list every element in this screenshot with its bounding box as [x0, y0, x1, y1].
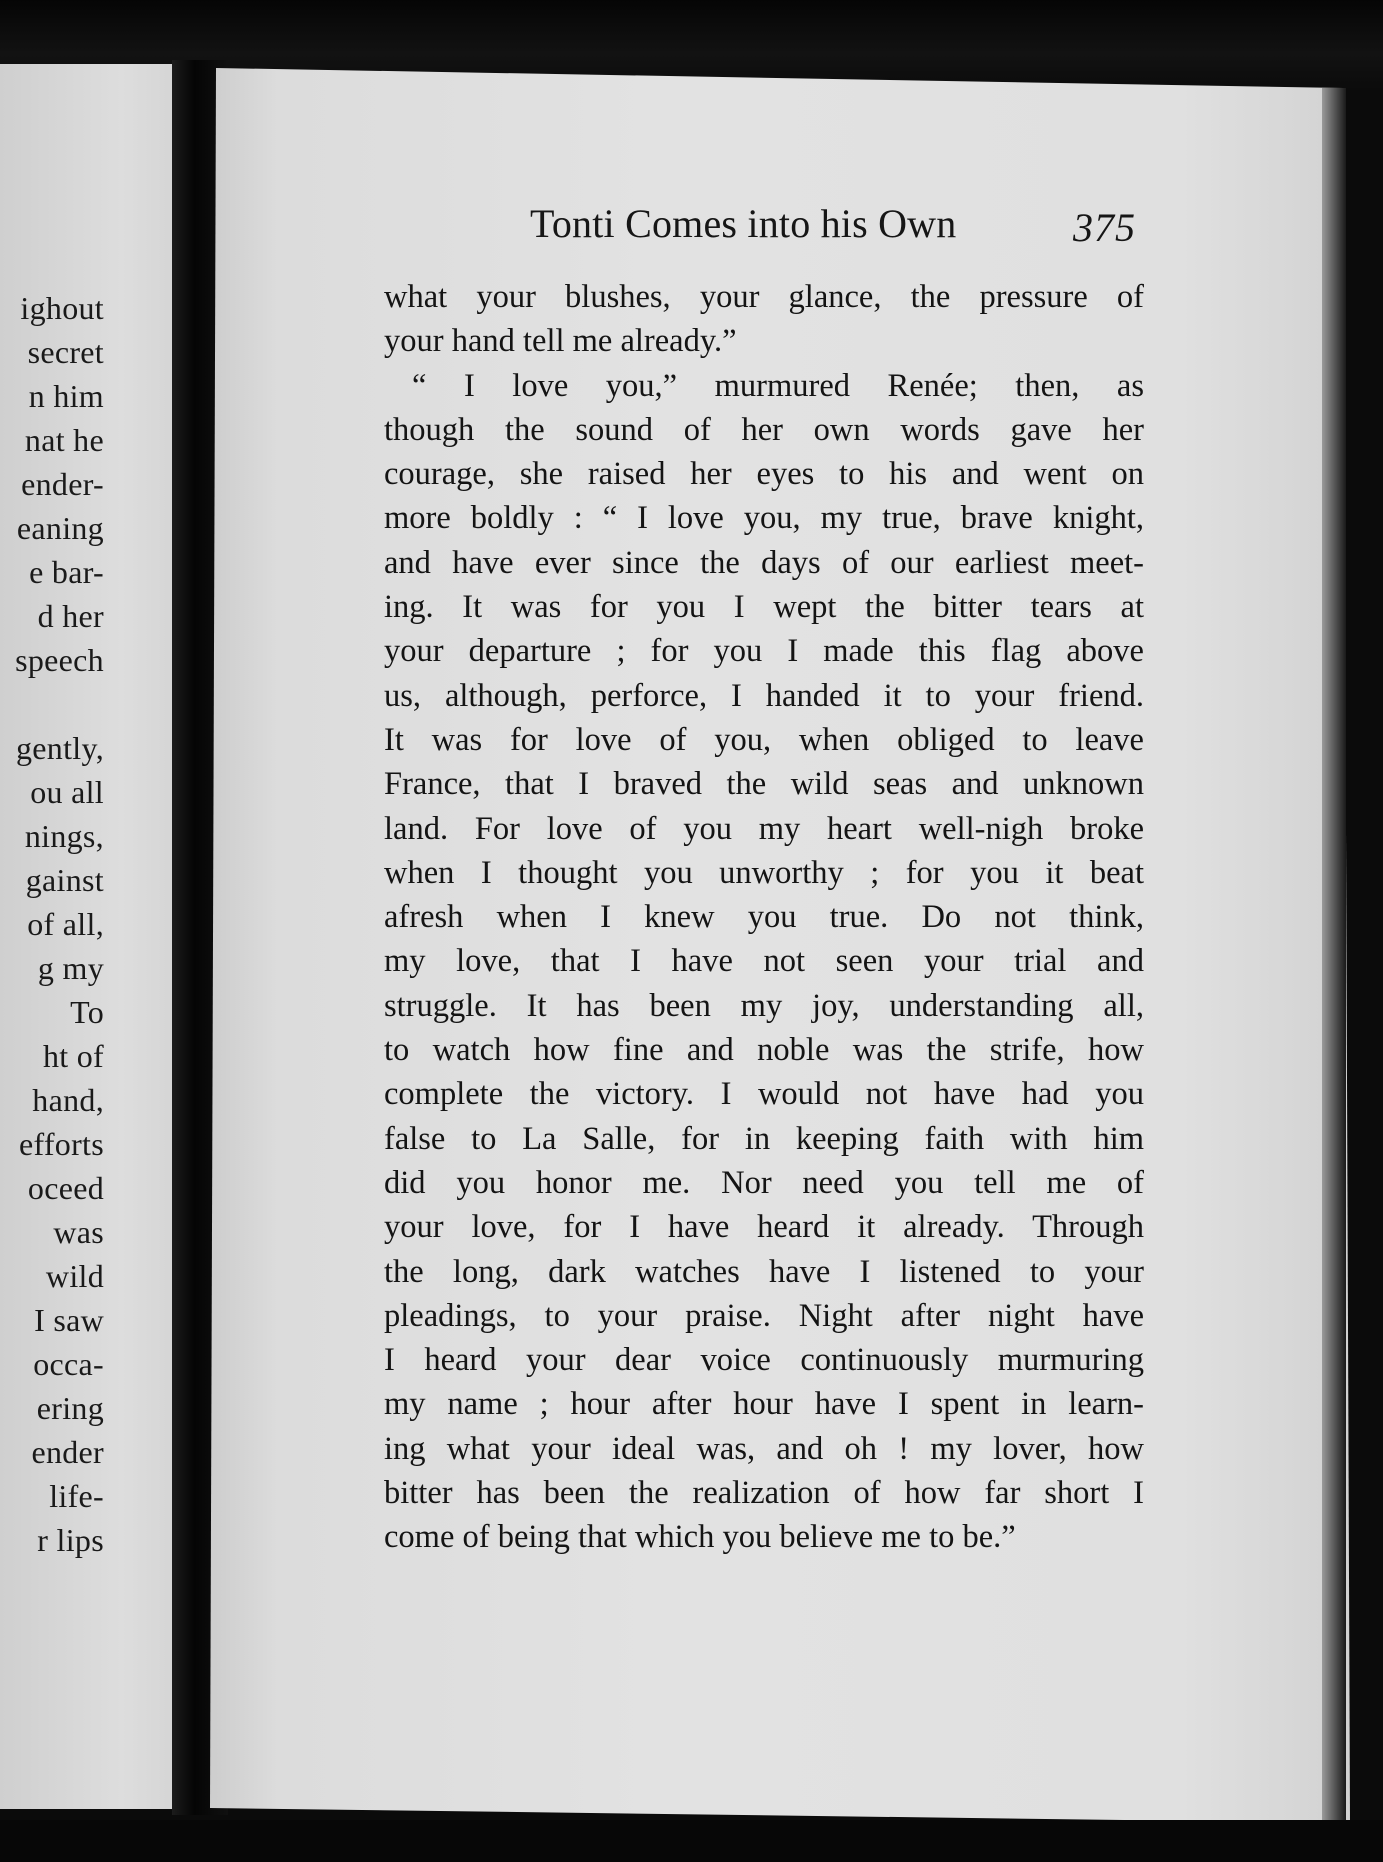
left-page-line: ighout	[20, 290, 104, 326]
left-page-line: secret	[27, 334, 104, 370]
left-page-line	[0, 682, 104, 726]
left-page-line: g my	[37, 950, 104, 986]
text-line: though the sound of her own words gave her	[384, 411, 1144, 448]
text-line: come of being that which you believe me to be.”	[384, 1519, 1016, 1556]
left-page-line: occa-	[33, 1346, 104, 1382]
left-page-line: n him	[28, 378, 104, 414]
left-page-line: I saw	[34, 1302, 104, 1338]
text-line: afresh when I knew you true. Do not think,	[384, 899, 1144, 936]
text-line: your hand tell me already.”	[384, 323, 737, 360]
text-line: did you honor me. Nor need you tell me of	[384, 1164, 1144, 1201]
running-head: Tonti Comes into his Own	[530, 201, 957, 246]
text-line: I heard your dear voice continuously murmuring	[384, 1342, 1144, 1379]
text-line: the long, dark watches have I listened to your	[384, 1253, 1144, 1290]
left-page-line: ht of	[42, 1038, 104, 1074]
left-page-line: life-	[49, 1478, 104, 1514]
left-page-line: eaning	[16, 510, 104, 546]
text-line: my name ; hour after hour have I spent in learn-	[384, 1386, 1144, 1423]
text-line: complete the victory. I would not have had you	[384, 1076, 1144, 1113]
left-page-line: r lips	[37, 1522, 104, 1558]
text-line: your love, for I have heard it already. Through	[384, 1209, 1144, 1246]
left-page-line: ender	[31, 1434, 104, 1470]
left-page-line: efforts	[18, 1126, 104, 1162]
left-page-line: hand,	[32, 1082, 104, 1118]
page-number: 375	[1073, 205, 1136, 250]
scan-bottom-strip	[0, 1820, 1383, 1862]
text-line: pleadings, to your praise. Night after night have	[384, 1297, 1144, 1334]
text-line: false to La Salle, for in keeping faith with him	[384, 1120, 1144, 1157]
text-line: It was for love of you, when obliged to leave	[384, 721, 1144, 758]
text-line: courage, she raised her eyes to his and went on	[384, 456, 1144, 493]
text-line: your departure ; for you I made this flag above	[384, 633, 1144, 670]
text-line: ing what your ideal was, and oh ! my lover, how	[384, 1430, 1144, 1467]
left-page-line: of all,	[27, 906, 104, 942]
left-page-line: wild	[45, 1258, 104, 1294]
left-page-line: ou all	[30, 774, 104, 810]
left-page-line: gently,	[15, 730, 104, 766]
text-line: struggle. It has been my joy, understanding all,	[384, 987, 1144, 1024]
left-page-line: oceed	[27, 1170, 104, 1206]
left-page-line: nat he	[24, 422, 104, 458]
page-edge	[1322, 88, 1346, 1828]
left-page-line: ender-	[21, 466, 104, 502]
left-page-line: nings,	[24, 818, 104, 854]
text-line: ing. It was for you I wept the bitter tears at	[384, 589, 1144, 626]
left-page-line: To	[70, 994, 104, 1030]
left-page-line: speech	[15, 642, 104, 678]
text-line: to watch how fine and noble was the strife, how	[384, 1032, 1144, 1069]
text-line: and have ever since the days of our earliest meet-	[384, 544, 1144, 581]
left-page-line: d her	[37, 598, 104, 634]
text-line: France, that I braved the wild seas and unknown	[384, 766, 1144, 803]
text-line: when I thought you unworthy ; for you it beat	[384, 854, 1144, 891]
left-page-line: was	[53, 1214, 104, 1250]
left-page-text	[0, 286, 104, 1562]
text-line: more boldly : “ I love you, my true, brave knight,	[384, 500, 1144, 537]
text-line: my love, that I have not seen your trial and	[384, 943, 1144, 980]
left-page-line: gainst	[25, 862, 104, 898]
text-line: “ I love you,” murmured Renée; then, as	[412, 367, 1144, 404]
body-text	[384, 275, 1144, 1560]
text-line: land. For love of you my heart well-nigh broke	[384, 810, 1144, 847]
left-page-line: e bar-	[29, 554, 104, 590]
left-page-line: ering	[36, 1390, 104, 1426]
text-line: what your blushes, your glance, the pressure of	[384, 279, 1144, 315]
text-line: bitter has been the realization of how far short I	[384, 1475, 1144, 1512]
text-line: us, although, perforce, I handed it to your friend.	[384, 677, 1144, 714]
